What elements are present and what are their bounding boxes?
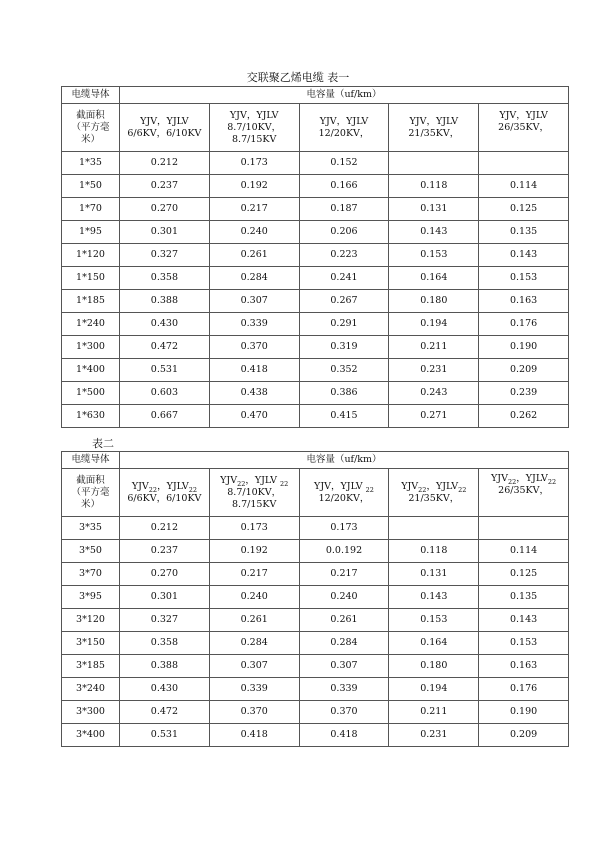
- capacitance-cell: 0.470: [209, 405, 299, 428]
- capacitance-cell: 0.131: [389, 563, 479, 586]
- capacitance-cell: [479, 517, 569, 540]
- capacitance-cell: 0.358: [120, 267, 210, 290]
- capacitance-cell: 0.143: [389, 586, 479, 609]
- capacitance-cell: 0.114: [479, 540, 569, 563]
- conductor-header-rest: 截面积 （平方毫 米）: [62, 469, 120, 517]
- capacitance-cell: 0.284: [299, 632, 389, 655]
- capacitance-cell: 0.231: [389, 724, 479, 747]
- capacitance-cell: 0.192: [209, 175, 299, 198]
- capacitance-cell: 0.388: [120, 655, 210, 678]
- capacitance-table-1: [61, 86, 569, 428]
- capacitance-cell: 0.472: [120, 701, 210, 724]
- capacitance-cell: 0.358: [120, 632, 210, 655]
- capacitance-cell: 0.153: [479, 632, 569, 655]
- capacitance-cell: 0.190: [479, 336, 569, 359]
- capacitance-cell: 0.370: [209, 336, 299, 359]
- capacitance-cell: 0.307: [299, 655, 389, 678]
- capacitance-cell: 0.284: [209, 632, 299, 655]
- capacitance-cell: 0.301: [120, 586, 210, 609]
- cross-section-cell: 1*120: [62, 244, 120, 267]
- table-row: [62, 359, 569, 382]
- capacitance-cell: 0.307: [209, 655, 299, 678]
- capacitance-cell: 0.415: [299, 405, 389, 428]
- cross-section-cell: 1*630: [62, 405, 120, 428]
- capacitance-cell: 0.143: [479, 609, 569, 632]
- capacitance-cell: 0.237: [120, 175, 210, 198]
- cross-section-cell: 3*400: [62, 724, 120, 747]
- capacitance-group-header: 电容量（uf/km）: [120, 452, 569, 469]
- cross-section-cell: 3*50: [62, 540, 120, 563]
- capacitance-cell: 0.438: [209, 382, 299, 405]
- capacitance-cell: 0.194: [389, 313, 479, 336]
- capacitance-cell: 0.267: [299, 290, 389, 313]
- capacitance-cell: 0.176: [479, 313, 569, 336]
- capacitance-cell: 0.667: [120, 405, 210, 428]
- capacitance-cell: 0.307: [209, 290, 299, 313]
- table2-header-row: [62, 452, 569, 469]
- table-row: [62, 313, 569, 336]
- cross-section-cell: 1*400: [62, 359, 120, 382]
- table-row: [62, 701, 569, 724]
- capacitance-cell: 0.352: [299, 359, 389, 382]
- capacitance-cell: 0.164: [389, 632, 479, 655]
- capacitance-cell: 0.418: [209, 724, 299, 747]
- capacitance-cell: 0.418: [299, 724, 389, 747]
- cross-section-cell: 1*95: [62, 221, 120, 244]
- capacitance-cell: 0.143: [389, 221, 479, 244]
- cross-section-cell: 1*185: [62, 290, 120, 313]
- capacitance-cell: 0.240: [209, 221, 299, 244]
- capacitance-cell: 0.240: [299, 586, 389, 609]
- cross-section-cell: 3*120: [62, 609, 120, 632]
- capacitance-cell: [389, 152, 479, 175]
- capacitance-cell: 0.262: [479, 405, 569, 428]
- capacitance-cell: 0.143: [479, 244, 569, 267]
- capacitance-cell: 0.173: [209, 517, 299, 540]
- capacitance-cell: 0.212: [120, 517, 210, 540]
- table-row: [62, 655, 569, 678]
- capacitance-cell: 0.180: [389, 655, 479, 678]
- table-row: [62, 586, 569, 609]
- capacitance-cell: [389, 517, 479, 540]
- capacitance-cell: 0.163: [479, 290, 569, 313]
- capacitance-cell: 0.531: [120, 724, 210, 747]
- capacitance-cell: 0.217: [209, 563, 299, 586]
- conductor-header-rest: 截面积 （平方毫 米）: [62, 104, 120, 152]
- column-header-21kv: YJV，YJLV 21/35KV，: [389, 104, 479, 152]
- capacitance-cell: 0.118: [389, 175, 479, 198]
- capacitance-cell: 0.291: [299, 313, 389, 336]
- column-header-21kv: $YJV_{22}$，$YJLV_{22}$ 21/35KV，: [389, 469, 479, 517]
- cross-section-cell: 3*95: [62, 586, 120, 609]
- capacitance-cell: 0.190: [479, 701, 569, 724]
- table1-title: 交联聚乙烯电缆 表一: [246, 71, 350, 84]
- capacitance-cell: 0.531: [120, 359, 210, 382]
- capacitance-cell: 0.430: [120, 678, 210, 701]
- cross-section-cell: 1*70: [62, 198, 120, 221]
- capacitance-cell: 0.261: [209, 244, 299, 267]
- capacitance-cell: 0.284: [209, 267, 299, 290]
- capacitance-cell: 0.386: [299, 382, 389, 405]
- capacitance-cell: 0.135: [479, 586, 569, 609]
- cross-section-cell: 3*185: [62, 655, 120, 678]
- capacitance-cell: 0.176: [479, 678, 569, 701]
- column-header-8-7kv: YJV，YJLV 8.7/10KV， 8.7/15KV: [209, 104, 299, 152]
- capacitance-cell: 0.125: [479, 563, 569, 586]
- capacitance-cell: 0.241: [299, 267, 389, 290]
- cross-section-cell: 1*300: [62, 336, 120, 359]
- capacitance-cell: 0.217: [299, 563, 389, 586]
- table-row: [62, 244, 569, 267]
- capacitance-cell: 0.118: [389, 540, 479, 563]
- table-row: [62, 517, 569, 540]
- capacitance-cell: 0.209: [479, 724, 569, 747]
- capacitance-cell: 0.237: [120, 540, 210, 563]
- capacitance-cell: 0.271: [389, 405, 479, 428]
- table-row: [62, 382, 569, 405]
- table-row: [62, 221, 569, 244]
- capacitance-cell: 0.261: [209, 609, 299, 632]
- table-row: [62, 632, 569, 655]
- capacitance-cell: 0.166: [299, 175, 389, 198]
- capacitance-cell: 0.153: [479, 267, 569, 290]
- table2-body: [62, 452, 569, 747]
- capacitance-cell: 0.418: [209, 359, 299, 382]
- capacitance-cell: 0.223: [299, 244, 389, 267]
- table-row: [62, 152, 569, 175]
- column-header-12kv: YJV，YJLV $_{22}$ 12/20KV，: [299, 469, 389, 517]
- capacitance-cell: 0.187: [299, 198, 389, 221]
- capacitance-group-header: 电容量（uf/km）: [120, 87, 569, 104]
- cross-section-cell: 3*35: [62, 517, 120, 540]
- conductor-header-top: 电缆导体: [62, 452, 120, 469]
- capacitance-cell: 0.153: [389, 244, 479, 267]
- capacitance-cell: 0.211: [389, 336, 479, 359]
- column-header-26kv: YJV，YJLV 26/35KV，: [479, 104, 569, 152]
- capacitance-cell: 0.327: [120, 609, 210, 632]
- capacitance-cell: 0.339: [209, 313, 299, 336]
- cross-section-cell: 3*300: [62, 701, 120, 724]
- table-row: [62, 678, 569, 701]
- table1-header-row: [62, 87, 569, 104]
- table-row: [62, 290, 569, 313]
- capacitance-cell: 0.270: [120, 198, 210, 221]
- capacitance-cell: 0.603: [120, 382, 210, 405]
- capacitance-cell: 0.0.192: [299, 540, 389, 563]
- capacitance-cell: 0.217: [209, 198, 299, 221]
- capacitance-cell: 0.327: [120, 244, 210, 267]
- table2-subheader-row: [62, 469, 569, 517]
- capacitance-cell: 0.319: [299, 336, 389, 359]
- capacitance-cell: 0.206: [299, 221, 389, 244]
- capacitance-cell: 0.370: [209, 701, 299, 724]
- table-row: [62, 267, 569, 290]
- column-header-12kv: YJV，YJLV 12/20KV，: [299, 104, 389, 152]
- cross-section-cell: 1*500: [62, 382, 120, 405]
- capacitance-cell: 0.270: [120, 563, 210, 586]
- table1-subheader-row: [62, 104, 569, 152]
- capacitance-cell: [479, 152, 569, 175]
- capacitance-cell: 0.164: [389, 267, 479, 290]
- capacitance-cell: 0.301: [120, 221, 210, 244]
- capacitance-cell: 0.125: [479, 198, 569, 221]
- capacitance-cell: 0.131: [389, 198, 479, 221]
- table-row: [62, 405, 569, 428]
- capacitance-cell: 0.135: [479, 221, 569, 244]
- cross-section-cell: 1*35: [62, 152, 120, 175]
- table-row: [62, 609, 569, 632]
- capacitance-cell: 0.240: [209, 586, 299, 609]
- table-row: [62, 563, 569, 586]
- table-row: [62, 175, 569, 198]
- capacitance-cell: 0.243: [389, 382, 479, 405]
- cross-section-cell: 3*240: [62, 678, 120, 701]
- table-row: [62, 198, 569, 221]
- capacitance-cell: 0.209: [479, 359, 569, 382]
- capacitance-cell: 0.114: [479, 175, 569, 198]
- capacitance-cell: 0.239: [479, 382, 569, 405]
- capacitance-cell: 0.173: [209, 152, 299, 175]
- capacitance-cell: 0.192: [209, 540, 299, 563]
- cross-section-cell: 3*70: [62, 563, 120, 586]
- cross-section-cell: 1*240: [62, 313, 120, 336]
- conductor-header-top: 电缆导体: [62, 87, 120, 104]
- capacitance-cell: 0.430: [120, 313, 210, 336]
- table-row: [62, 724, 569, 747]
- capacitance-cell: 0.231: [389, 359, 479, 382]
- capacitance-cell: 0.472: [120, 336, 210, 359]
- column-header-26kv: $YJV_{22}$，$YJLV_{22}$ 26/35KV，: [479, 469, 569, 517]
- capacitance-cell: 0.152: [299, 152, 389, 175]
- column-header-6kv: YJV，YJLV 6/6KV，6/10KV: [120, 104, 210, 152]
- capacitance-cell: 0.173: [299, 517, 389, 540]
- capacitance-cell: 0.388: [120, 290, 210, 313]
- cross-section-cell: 1*150: [62, 267, 120, 290]
- capacitance-cell: 0.339: [299, 678, 389, 701]
- cross-section-cell: 1*50: [62, 175, 120, 198]
- capacitance-cell: 0.194: [389, 678, 479, 701]
- capacitance-cell: 0.211: [389, 701, 479, 724]
- capacitance-table-2: [61, 451, 569, 747]
- capacitance-cell: 0.370: [299, 701, 389, 724]
- column-header-6kv: $YJV_{22}$，$YJLV_{22}$ 6/6KV，6/10KV: [120, 469, 210, 517]
- table1-body: [62, 87, 569, 428]
- cross-section-cell: 3*150: [62, 632, 120, 655]
- capacitance-cell: 0.180: [389, 290, 479, 313]
- capacitance-cell: 0.163: [479, 655, 569, 678]
- column-header-8-7kv: $YJV_{22}$，YJLV $_{22}$ 8.7/10KV， 8.7/15KV: [209, 469, 299, 517]
- capacitance-cell: 0.261: [299, 609, 389, 632]
- table-row: [62, 540, 569, 563]
- table2-title: 表二: [92, 437, 114, 450]
- table-row: [62, 336, 569, 359]
- capacitance-cell: 0.212: [120, 152, 210, 175]
- capacitance-cell: 0.153: [389, 609, 479, 632]
- capacitance-cell: 0.339: [209, 678, 299, 701]
